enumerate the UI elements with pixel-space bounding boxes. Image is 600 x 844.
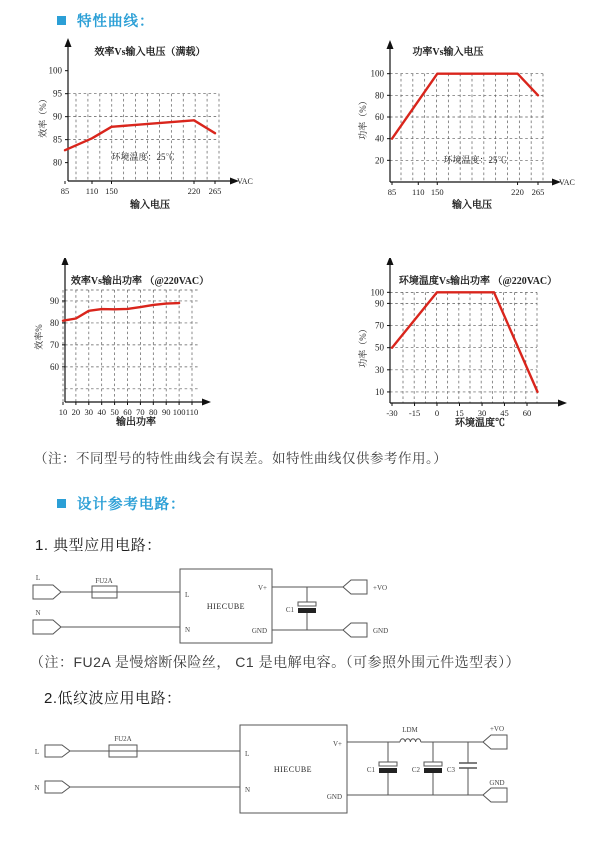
chart-ambient-temp-vs-output-power — [300, 258, 600, 443]
label-cap3: C3 — [446, 766, 455, 774]
x-axis-arrow-icon — [202, 399, 211, 406]
y-tick-label: 90 — [53, 111, 62, 122]
y-tick-label: 60 — [375, 112, 384, 122]
y-tick-label: 85 — [53, 134, 62, 145]
label-n: N — [35, 609, 41, 617]
input-terminal-n — [45, 781, 70, 793]
chart-efficiency-vs-output-power — [0, 258, 300, 443]
cap1-plate-top — [298, 602, 316, 606]
x-tick-label: 20 — [71, 407, 81, 417]
y-tick-label: 80 — [53, 157, 62, 168]
chart-title: 环境温度Vs输出功率 （@220VAC） — [398, 276, 558, 287]
y-axis-label: 效率（%） — [38, 94, 48, 138]
cap1-plate-bottom — [298, 608, 316, 613]
label-pin-n: N — [245, 786, 251, 794]
input-terminal-l — [33, 585, 61, 599]
series-curve — [392, 74, 538, 139]
x-tick-label: 60 — [522, 408, 532, 418]
series-curve — [65, 120, 215, 150]
x-tick-label: 150 — [105, 186, 118, 196]
label-out-vo: +VO — [489, 725, 505, 733]
x-unit-label: VAC — [237, 177, 253, 186]
circuit1-note: （注：FU2A 是慢熔断保险丝， C1 是电解电容。（可参照外围元件选型表）） — [30, 654, 521, 670]
label-module: HIECUBE — [206, 602, 246, 611]
section-bullet-icon — [57, 16, 66, 25]
label-cap1: C1 — [285, 606, 294, 614]
y-tick-label: 70 — [375, 320, 384, 331]
y-tick-label: 50 — [375, 342, 384, 353]
label-out-vo: +VO — [373, 584, 388, 592]
typical-circuit-heading: 1. 典型应用电路： — [35, 537, 162, 554]
cap1-plate-bottom — [379, 768, 397, 773]
y-axis-arrow-icon — [387, 40, 394, 49]
x-tick-label: 60 — [123, 407, 132, 417]
x-tick-label: -15 — [408, 408, 421, 418]
x-tick-label: 110 — [85, 186, 99, 196]
section-title: 设计参考电路： — [77, 497, 186, 513]
cap2-plate-top — [424, 762, 442, 766]
x-tick-label: 40 — [97, 407, 106, 417]
series-curve — [63, 303, 179, 321]
label-module: HIECUBE — [273, 765, 313, 774]
y-tick-label: 95 — [53, 88, 62, 99]
label-inductor: LDM — [402, 726, 418, 734]
output-terminal-gnd — [343, 623, 367, 637]
x-tick-label: 85 — [60, 186, 70, 196]
x-tick-label: 45 — [500, 408, 509, 418]
x-tick-label: 70 — [136, 407, 145, 417]
chart-title: 效率Vs输入电压（满载） — [94, 47, 206, 58]
cap2-plate-bottom — [424, 768, 442, 773]
section-characteristic-curves-header — [57, 10, 155, 31]
label-pin-n: N — [185, 626, 191, 634]
label-pin-gnd: GND — [251, 627, 267, 635]
low-ripple-application-circuit-diagram — [0, 718, 600, 844]
label-out-gnd: GND — [373, 627, 389, 635]
x-axis-label: 输入电压 — [452, 200, 492, 211]
low-ripple-circuit-heading: 2.低纹波应用电路： — [44, 690, 182, 707]
y-tick-label: 10 — [375, 386, 384, 397]
chart-annotation: 环境温度：25℃ — [443, 155, 507, 165]
x-tick-label: 10 — [58, 407, 68, 417]
chart-title: 功率Vs输入电压 — [412, 47, 484, 58]
x-tick-label: 90 — [161, 407, 171, 417]
charts-note: （注：不同型号的特性曲线会有误差。如特性曲线仅供参考作用。） — [34, 451, 448, 466]
label-pin-vplus: V+ — [332, 740, 342, 748]
y-axis-arrow-icon — [387, 258, 394, 265]
x-axis-arrow-icon — [558, 400, 567, 407]
y-tick-label: 100 — [370, 287, 384, 298]
y-tick-label: 90 — [375, 298, 384, 309]
chart-power-vs-input-voltage — [300, 38, 600, 256]
y-tick-label: 80 — [50, 317, 59, 328]
x-tick-label: 30 — [477, 408, 487, 418]
y-tick-label: 20 — [375, 155, 384, 166]
x-tick-label: 265 — [208, 186, 222, 196]
typical-application-circuit-diagram — [0, 556, 600, 660]
x-tick-label: 15 — [455, 408, 464, 418]
section-bullet-icon — [57, 499, 66, 508]
y-axis-arrow-icon — [62, 258, 69, 265]
output-terminal-vo — [483, 735, 507, 749]
label-fuse: FU2A — [95, 577, 113, 585]
y-tick-label: 90 — [50, 295, 59, 306]
label-pin-l: L — [185, 591, 190, 599]
x-tick-label: 150 — [430, 187, 444, 197]
y-axis-label: 效率% — [34, 324, 44, 350]
x-tick-label: 85 — [387, 187, 397, 197]
chart-annotation: 环境温度：25℃ — [111, 152, 175, 162]
label-pin-vplus: V+ — [257, 584, 267, 592]
section-design-reference-header — [57, 493, 186, 514]
input-terminal-n — [33, 620, 61, 634]
x-axis-label: 输出功率 — [116, 417, 156, 428]
y-tick-label: 60 — [50, 361, 59, 372]
output-terminal-gnd — [483, 788, 507, 802]
y-axis-label: 功率（%） — [358, 96, 368, 140]
x-tick-label: 220 — [187, 186, 201, 196]
x-tick-label: 0 — [434, 408, 440, 418]
label-cap1: C1 — [366, 766, 375, 774]
x-tick-label: 30 — [84, 407, 94, 417]
label-pin-gnd: GND — [326, 793, 342, 801]
y-tick-label: 40 — [375, 133, 384, 144]
y-tick-label: 80 — [375, 90, 384, 101]
label-n: N — [34, 784, 40, 792]
x-axis-label: 输入电压 — [130, 200, 170, 211]
label-fuse: FU2A — [114, 735, 132, 743]
x-tick-label: -30 — [386, 408, 398, 418]
y-tick-label: 100 — [48, 65, 62, 76]
x-tick-label: 110 — [185, 407, 199, 417]
y-tick-label: 100 — [370, 68, 384, 79]
output-terminal-vo — [343, 580, 367, 594]
label-cap2: C2 — [411, 766, 420, 774]
section-title: 特性曲线： — [77, 14, 155, 30]
x-axis-label: 环境温度℃ — [455, 418, 505, 429]
x-tick-label: 220 — [511, 187, 524, 197]
cap1-plate-top — [379, 762, 397, 766]
x-tick-label: 110 — [412, 187, 425, 197]
x-tick-label: 80 — [149, 407, 158, 417]
x-unit-label: VAC — [559, 178, 575, 187]
x-tick-label: 50 — [110, 407, 119, 417]
x-tick-label: 265 — [531, 187, 545, 197]
label-pin-l: L — [245, 750, 250, 758]
y-axis-arrow-icon — [65, 38, 72, 47]
y-axis-label: 功率（%） — [358, 324, 368, 368]
chart-efficiency-vs-input-voltage — [0, 38, 300, 256]
chart-title: 效率Vs输出功率 （@220VAC） — [70, 276, 210, 287]
y-tick-label: 70 — [50, 339, 59, 350]
y-tick-label: 30 — [375, 364, 384, 375]
x-tick-label: 100 — [172, 407, 186, 417]
label-l: L — [35, 574, 41, 582]
input-terminal-l — [45, 745, 70, 757]
inductor-symbol — [400, 739, 421, 742]
label-out-gnd: GND — [489, 779, 505, 787]
label-l: L — [34, 748, 40, 756]
